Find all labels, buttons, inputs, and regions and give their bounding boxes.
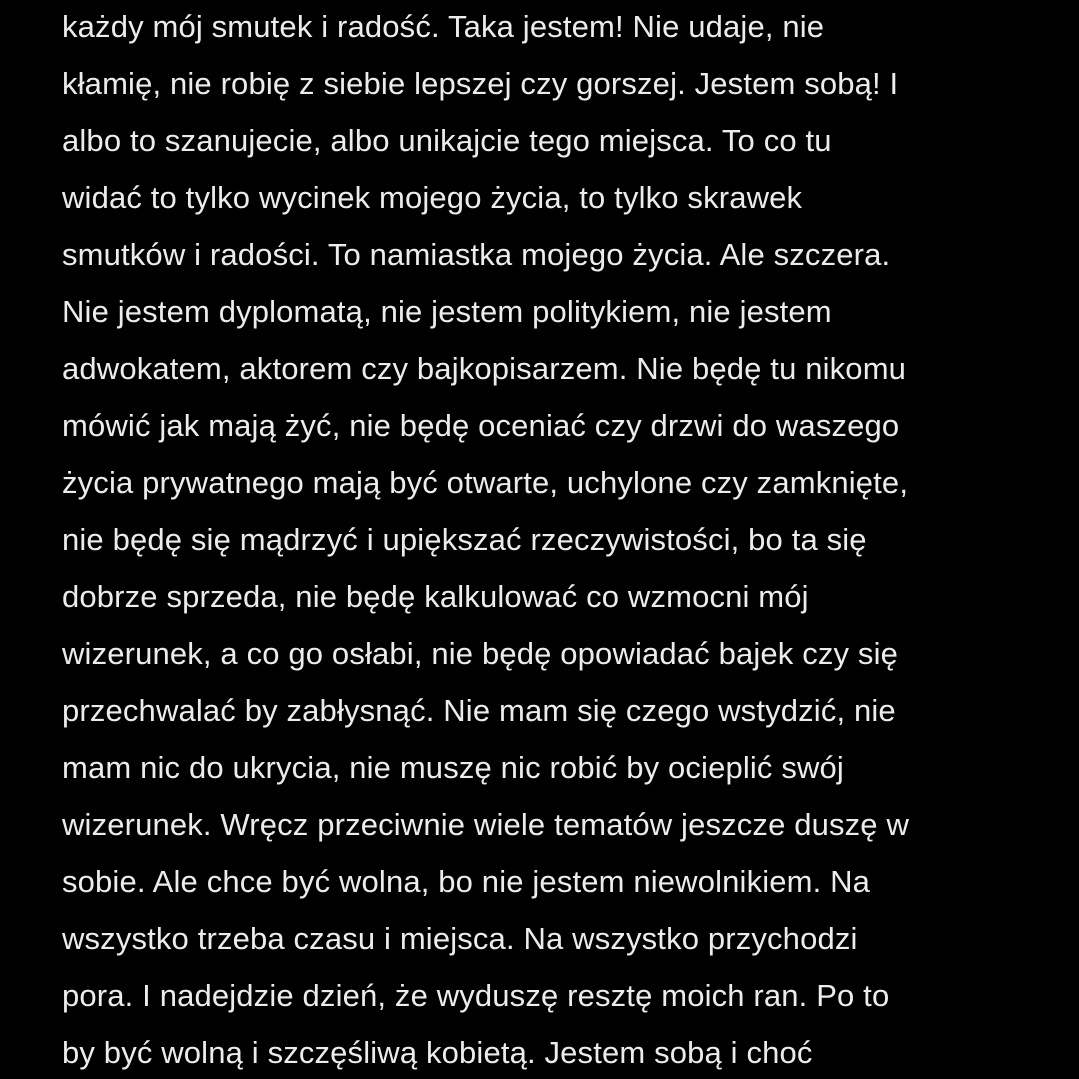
post-text-line: przechwalać by zabłysnąć. Nie mam się czego wstydzić, nie — [62, 693, 896, 728]
post-text-line: wszystko trzeba czasu i miejsca. Na wszystko przychodzi — [62, 921, 858, 956]
post-text-line: pora. I nadejdzie dzień, że wyduszę resztę moich ran. Po to — [62, 978, 890, 1013]
post-text-line: by być wolną i szczęśliwą kobietą. Jestem sobą i choć — [62, 1035, 813, 1070]
post-text-line: wizerunek, a co go osłabi, nie będę opowiadać bajek czy się — [62, 636, 899, 671]
post-text-line: adwokatem, aktorem czy bajkopisarzem. Nie będę tu nikomu — [62, 351, 907, 386]
post-text-line: Nie jestem dyplomatą, nie jestem politykiem, nie jestem — [62, 294, 832, 329]
post-text-line: każdy mój smutek i radość. Taka jestem! Nie udaje, nie — [62, 9, 825, 44]
post-text-line: albo to szanujecie, albo unikajcie tego miejsca. To co tu — [62, 123, 832, 158]
post-text-line: mam nic do ukrycia, nie muszę nic robić by ocieplić swój — [62, 750, 844, 785]
post-text-line: wizerunek. Wręcz przeciwnie wiele tematów jeszcze duszę w — [62, 807, 910, 842]
post-text-line: widać to tylko wycinek mojego życia, to tylko skrawek — [62, 180, 803, 215]
post-text-line: kłamię, nie robię z siebie lepszej czy gorszej. Jestem sobą! I — [62, 66, 899, 101]
post-text-line: nie będę się mądrzyć i upiększać rzeczywistości, bo ta się — [62, 522, 867, 557]
post-text-line: smutków i radości. To namiastka mojego życia. Ale szczera. — [62, 237, 891, 272]
post-text-line: sobie. Ale chce być wolna, bo nie jestem niewolnikiem. Na — [62, 864, 871, 899]
post-text-block — [62, 0, 1062, 1079]
post-text-line: mówić jak mają żyć, nie będę oceniać czy drzwi do waszego — [62, 408, 900, 443]
post-text-line: dobrze sprzeda, nie będę kalkulować co wzmocni mój — [62, 579, 809, 614]
post-text-line: życia prywatnego mają być otwarte, uchylone czy zamknięte, — [62, 465, 909, 500]
